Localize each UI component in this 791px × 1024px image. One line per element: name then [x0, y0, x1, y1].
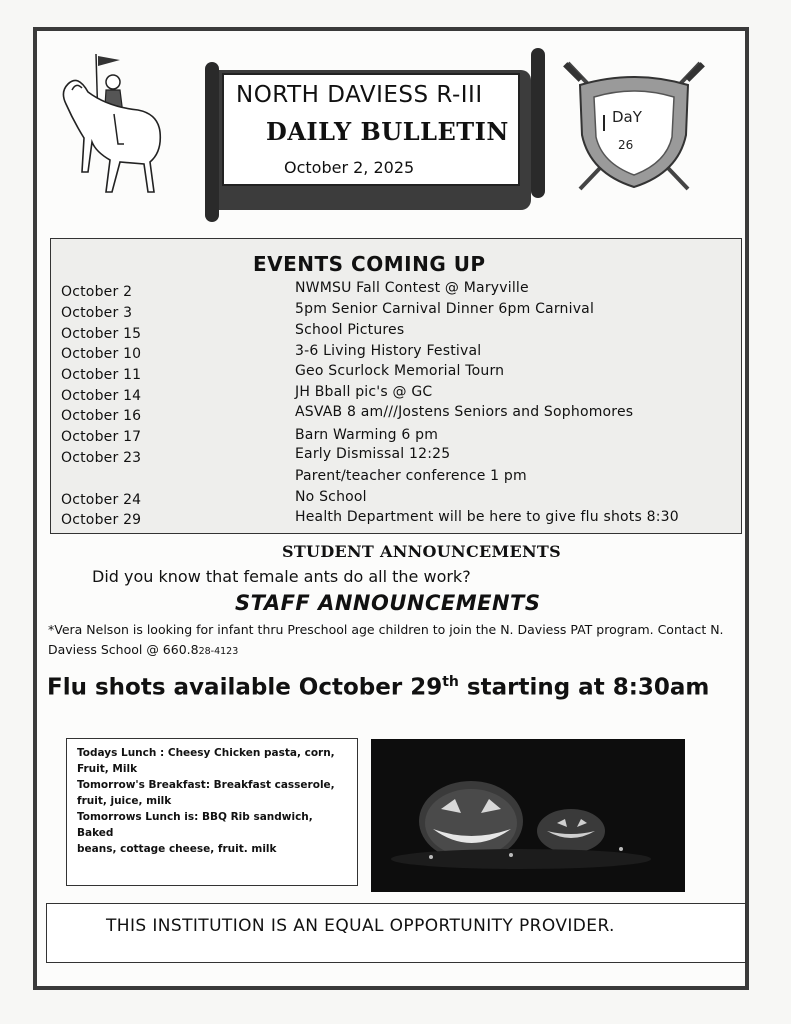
event-text: Geo Scurlock Memorial Tourn — [295, 363, 505, 379]
event-text: 5pm Senior Carnival Dinner 6pm Carnival — [295, 301, 595, 317]
event-date: October 14 — [61, 388, 142, 404]
pumpkins-photo — [371, 739, 685, 892]
event-text: Parent/teacher conference 1 pm — [295, 468, 527, 484]
flu-shots-notice — [47, 674, 709, 701]
day-number: 26 — [618, 138, 634, 152]
menu-line: fruit, juice, milk — [77, 795, 172, 807]
event-date: October 23 — [61, 450, 142, 466]
flu-main: Flu shots available October 29 — [47, 674, 443, 701]
event-date: October 15 — [61, 326, 142, 342]
equal-opportunity-statement: THIS INSTITUTION IS AN EQUAL OPPORTUNITY PROVIDER. — [106, 916, 615, 936]
event-text: Health Department will be here to give flu shots 8:30 — [295, 509, 679, 525]
student-announcement-text: Did you know that female ants do all the work? — [92, 567, 471, 586]
menu-line: Tomorrows Lunch is: BBQ Rib sandwich, Baked — [77, 811, 313, 839]
staff-announcement-text: *Vera Nelson is looking for infant thru Preschool age children to join the N. Daviess PAT program. Contact N. Daviess School @ 660.8 — [48, 622, 724, 657]
shield-swords-icon — [558, 55, 710, 197]
bulletin-title: DAILY BULLETIN — [266, 117, 509, 146]
event-text: NWMSU Fall Contest @ Maryville — [295, 280, 529, 296]
menu-line: Tomorrow's Breakfast: Breakfast casserole, — [77, 779, 335, 791]
menu-text — [77, 745, 347, 857]
events-heading: EVENTS COMING UP — [253, 252, 486, 276]
event-date: October 24 — [61, 492, 142, 508]
event-text: JH Bball pic's @ GC — [295, 384, 433, 400]
menu-line: Todays Lunch : Cheesy Chicken pasta, corn, — [77, 747, 335, 759]
menu-line: beans, cottage cheese, fruit. milk — [77, 843, 277, 855]
event-text: No School — [295, 489, 367, 505]
event-date: October 3 — [61, 305, 133, 321]
bulletin-date: October 2, 2025 — [284, 158, 415, 177]
event-date: October 29 — [61, 512, 142, 528]
flu-suffix: th — [442, 674, 459, 690]
event-date: October 2 — [61, 284, 133, 300]
event-text: Early Dismissal 12:25 — [295, 446, 451, 462]
event-date: October 17 — [61, 429, 142, 445]
flu-tail: starting at 8:30am — [458, 674, 710, 701]
event-text: 3-6 Living History Festival — [295, 343, 482, 359]
school-name: NORTH DAVIESS R-III — [236, 82, 483, 108]
event-text: Barn Warming 6 pm — [295, 427, 439, 443]
menu-line: Fruit, Milk — [77, 763, 138, 775]
event-text: School Pictures — [295, 322, 405, 338]
knight-horse-logo — [58, 52, 176, 204]
day-label: DaY — [612, 108, 642, 126]
staff-announcements-heading: STAFF ANNOUNCEMENTS — [235, 591, 541, 615]
event-date: October 16 — [61, 408, 142, 424]
event-text: ASVAB 8 am///Jostens Seniors and Sophomores — [295, 404, 634, 420]
event-date: October 10 — [61, 346, 142, 362]
event-date: October 11 — [61, 367, 142, 383]
staff-announcement — [48, 620, 748, 662]
staff-phone-tail: 28-4123 — [198, 646, 239, 657]
student-announcements-heading: STUDENT ANNOUNCEMENTS — [282, 542, 561, 561]
